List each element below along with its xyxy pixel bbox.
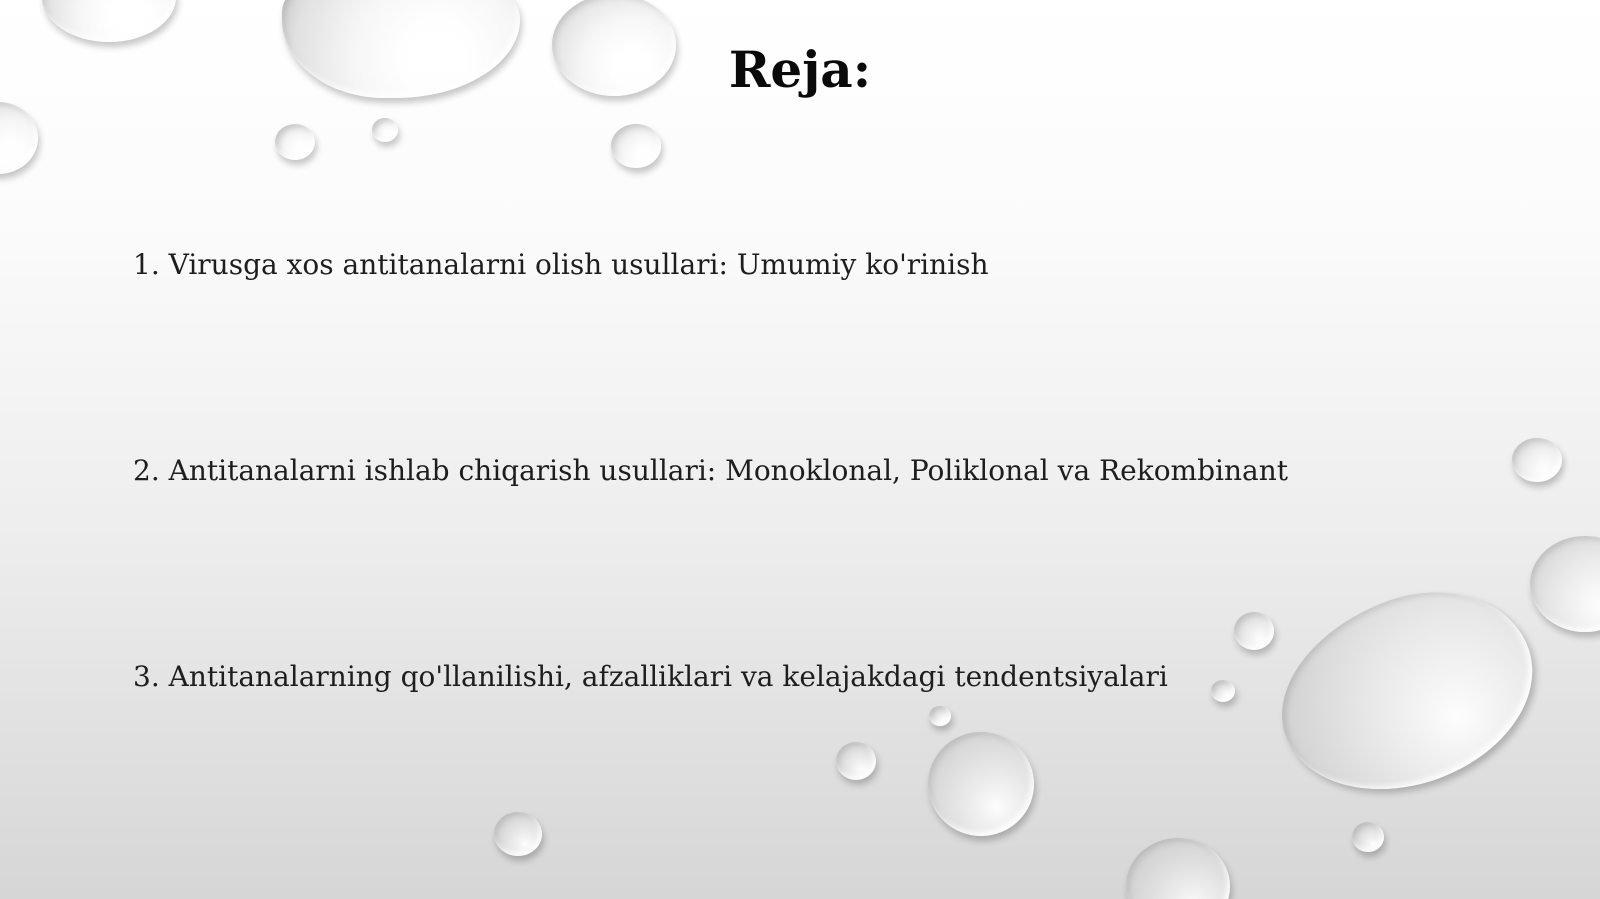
- water-drop: [836, 742, 876, 780]
- plan-item-3: 3. Antitanalarning qo'llanilishi, afzalliklari va kelajakdagi tendentsiyalari: [133, 660, 1168, 693]
- water-drop: [1126, 838, 1230, 899]
- water-drop: [372, 118, 398, 142]
- water-drop: [611, 124, 661, 168]
- water-drop: [1512, 438, 1562, 482]
- water-drop: [929, 706, 951, 726]
- water-drop: [928, 732, 1034, 836]
- water-drop: [42, 0, 176, 42]
- water-drop: [1211, 680, 1235, 702]
- water-drop: [494, 812, 542, 856]
- water-drop: [1254, 561, 1559, 822]
- plan-item-1: 1. Virusga xos antitanalarni olish usullari: Umumiy ko'rinish: [133, 248, 989, 281]
- water-drop: [1530, 536, 1600, 632]
- water-drop: [275, 124, 315, 160]
- water-drop: [0, 102, 38, 174]
- water-drop: [1352, 822, 1384, 852]
- slide-title: Reja:: [728, 40, 872, 99]
- plan-item-2: 2. Antitanalarni ishlab chiqarish usullari: Monoklonal, Poliklonal va Rekombinant: [133, 454, 1288, 487]
- water-drop: [1234, 612, 1274, 650]
